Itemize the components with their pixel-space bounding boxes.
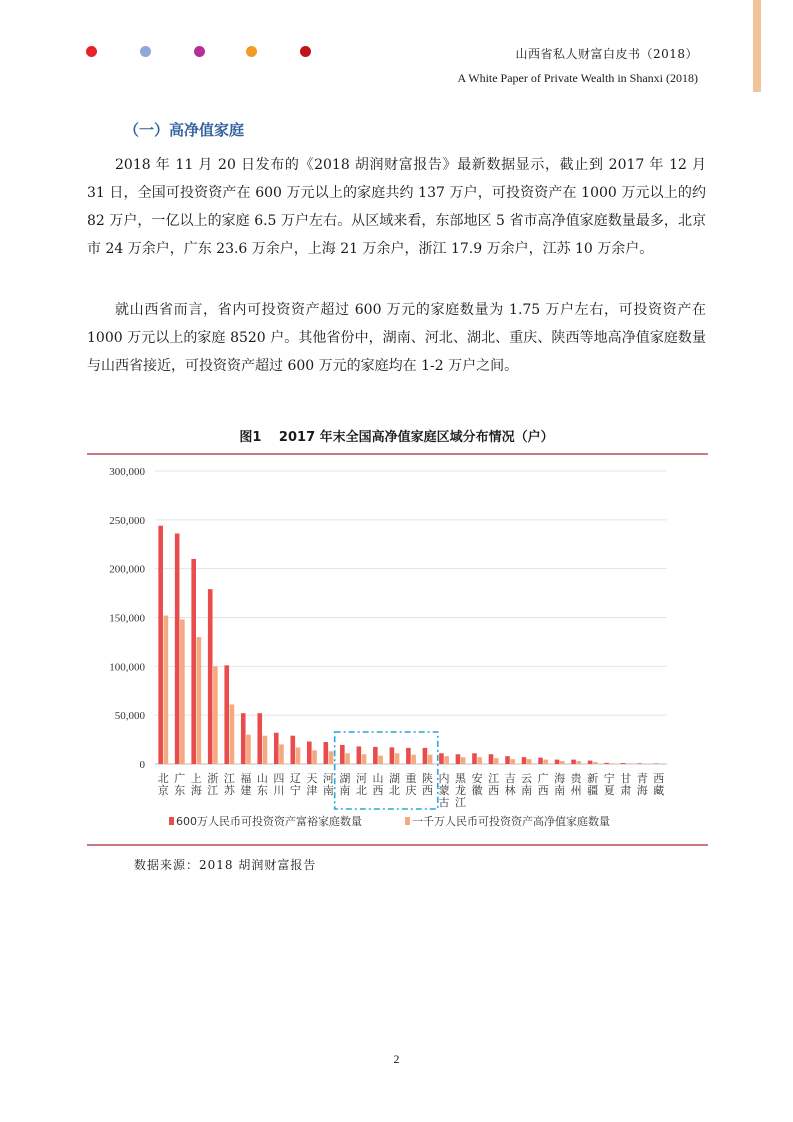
bar-1000w-天津 (312, 750, 317, 764)
bar-600w-甘肃 (621, 763, 626, 764)
bar-600w-广东 (175, 534, 180, 764)
x-tick-label: 黑龙江 (455, 772, 467, 809)
bar-1000w-山西 (378, 756, 383, 764)
bar-1000w-山东 (263, 736, 268, 764)
header-dots (86, 46, 326, 60)
bar-1000w-广西 (543, 760, 548, 764)
x-tick-label: 贵州 (570, 772, 582, 797)
y-tick-label: 50,000 (114, 710, 145, 723)
x-tick-label: 宁夏 (603, 772, 615, 797)
highlight-box (335, 732, 438, 809)
x-tick-label: 广西 (537, 772, 549, 797)
bar-600w-湖南 (340, 745, 345, 764)
legend-label-1000w: 一千万人民币可投资资产高净值家庭数量 (412, 815, 610, 828)
data-source: 数据来源：2018 胡润财富报告 (134, 858, 317, 872)
x-tick-label: 山西 (372, 772, 384, 797)
x-tick-label: 四川 (273, 772, 285, 797)
bar-600w-重庆 (406, 748, 411, 764)
bar-600w-吉林 (505, 756, 510, 764)
bar-1000w-四川 (279, 744, 284, 764)
bar-1000w-上海 (197, 637, 202, 764)
x-tick-label: 福建 (240, 772, 252, 797)
bar-1000w-北京 (164, 616, 169, 764)
bar-1000w-浙江 (213, 666, 218, 764)
x-tick-label: 内蒙古 (438, 772, 450, 809)
header-dot-red (86, 46, 97, 57)
bar-600w-黑龙江 (456, 754, 461, 764)
x-tick-label: 河北 (355, 772, 367, 797)
x-tick-label: 江西 (488, 772, 500, 797)
bar-600w-山东 (257, 713, 262, 764)
legend-label-600w: 600万人民币可投资资产富裕家庭数量 (176, 815, 362, 828)
bar-600w-山西 (373, 747, 378, 764)
y-tick-label: 300,000 (109, 466, 145, 478)
x-tick-label: 江苏 (223, 772, 235, 797)
y-tick-label: 250,000 (109, 514, 145, 527)
x-tick-label: 北京 (157, 772, 169, 797)
page-number: 2 (393, 1052, 400, 1066)
bar-600w-陕西 (423, 748, 428, 764)
header-dot-orange (246, 46, 257, 57)
bar-1000w-重庆 (411, 755, 416, 764)
section-title: （一）高净值家庭 (124, 121, 245, 139)
x-tick-label: 吉林 (504, 772, 516, 797)
bar-1000w-河北 (362, 754, 367, 764)
header-title-en: A White Paper of Private Wealth in Shanxi (2018) (457, 71, 698, 85)
header-title-cn: 山西省私人财富白皮书（2018） (515, 47, 698, 61)
bar-1000w-甘肃 (626, 763, 631, 764)
x-tick-label: 重庆 (405, 772, 417, 797)
header-dot-darkred (300, 46, 311, 57)
y-tick-label: 0 (139, 759, 145, 771)
paragraph-1: 2018 年 11 月 20 日发布的《2018 胡润财富报告》最新数据显示，截止到 2017 年 12 月 31 日，全国可投资资产在 600 万元以上的家庭共约 137 万户，可投资资产在 1000 万元以上的约 82 万户，一亿以上的家庭 6.5 万户左右。从区域来看，东部地区 5 省市高净值家庭数量最多，北京市 24 万余户，广东 23.6 万余户，上海 21 万余户，浙江 17.9 万余户，江苏 10 万余户。 (87, 157, 706, 257)
bar-1000w-江苏 (230, 704, 235, 764)
bar-1000w-内蒙古 (444, 756, 449, 764)
x-tick-label: 青海 (636, 772, 648, 797)
bar-600w-上海 (191, 559, 196, 764)
bar-600w-天津 (307, 742, 312, 764)
figure-title: 图1 2017 年末全国高净值家庭区域分布情况（户） (239, 430, 554, 445)
bar-1000w-陕西 (428, 755, 433, 764)
bar-600w-新疆 (588, 761, 593, 764)
paragraph-2: 就山西省而言，省内可投资资产超过 600 万元的家庭数量为 1.75 万户左右，可投资资产在 1000 万元以上的家庭 8520 户。其他省份中，湖南、河北、湖北、重庆、陕西等地高净值家庭数量与山西省接近，可投资资产超过 600 万元的家庭均在 1-2 万户之间。 (87, 302, 706, 374)
bar-600w-广西 (538, 758, 543, 764)
legend-swatch-1000w (405, 817, 410, 825)
x-tick-label: 河南 (322, 772, 334, 797)
bar-600w-海南 (555, 760, 560, 764)
bar-1000w-广东 (180, 619, 185, 764)
x-tick-label: 西藏 (653, 772, 665, 797)
legend-swatch-600w (169, 817, 174, 825)
bar-1000w-吉林 (510, 759, 515, 764)
bar-1000w-安徽 (477, 757, 482, 764)
x-tick-label: 广东 (174, 772, 186, 797)
bar-1000w-福建 (246, 735, 251, 764)
bar-600w-内蒙古 (439, 753, 444, 764)
x-tick-label: 湖北 (388, 772, 400, 797)
bar-1000w-黑龙江 (461, 757, 466, 764)
x-tick-label: 山东 (256, 772, 268, 797)
bar-1000w-海南 (560, 761, 565, 764)
x-tick-label: 天津 (306, 772, 318, 797)
bar-600w-浙江 (208, 589, 213, 764)
x-tick-label: 安徽 (471, 772, 483, 797)
bar-600w-贵州 (571, 760, 576, 764)
x-tick-label: 陕西 (422, 772, 434, 797)
bar-600w-辽宁 (290, 736, 295, 764)
bar-1000w-贵州 (576, 761, 581, 764)
x-tick-label: 甘肃 (620, 772, 632, 797)
bar-600w-湖北 (390, 747, 395, 764)
bar-1000w-湖南 (345, 753, 350, 764)
x-tick-label: 云南 (521, 772, 533, 797)
bar-600w-江西 (489, 754, 494, 764)
y-tick-label: 150,000 (109, 612, 145, 625)
x-tick-label: 湖南 (339, 772, 351, 797)
bar-600w-安徽 (472, 753, 477, 764)
bar-600w-四川 (274, 733, 279, 764)
bar-1000w-辽宁 (296, 747, 301, 764)
x-tick-label: 上海 (190, 772, 202, 797)
bar-600w-河北 (357, 746, 362, 764)
bar-chart (87, 452, 708, 847)
header-dot-magenta (194, 46, 205, 57)
bar-1000w-宁夏 (609, 763, 614, 764)
bar-600w-北京 (158, 526, 163, 764)
bar-1000w-江西 (494, 758, 499, 764)
header-dot-blue (140, 46, 151, 57)
x-tick-label: 浙江 (207, 772, 219, 797)
chart-container (87, 452, 708, 847)
bar-600w-福建 (241, 713, 246, 764)
y-tick-label: 100,000 (109, 661, 145, 674)
bar-600w-云南 (522, 757, 527, 764)
bar-1000w-新疆 (593, 762, 598, 764)
bar-600w-青海 (637, 763, 642, 764)
bar-1000w-河南 (329, 751, 334, 764)
side-tab (753, 0, 761, 92)
x-tick-label: 新疆 (587, 772, 599, 797)
bar-1000w-云南 (527, 759, 532, 764)
bar-600w-河南 (324, 742, 329, 764)
x-tick-label: 辽宁 (289, 772, 301, 797)
x-tick-label: 海南 (554, 772, 566, 797)
bar-1000w-湖北 (395, 753, 400, 764)
bar-600w-江苏 (224, 665, 229, 764)
bar-600w-宁夏 (604, 763, 609, 764)
y-tick-label: 200,000 (109, 563, 145, 576)
